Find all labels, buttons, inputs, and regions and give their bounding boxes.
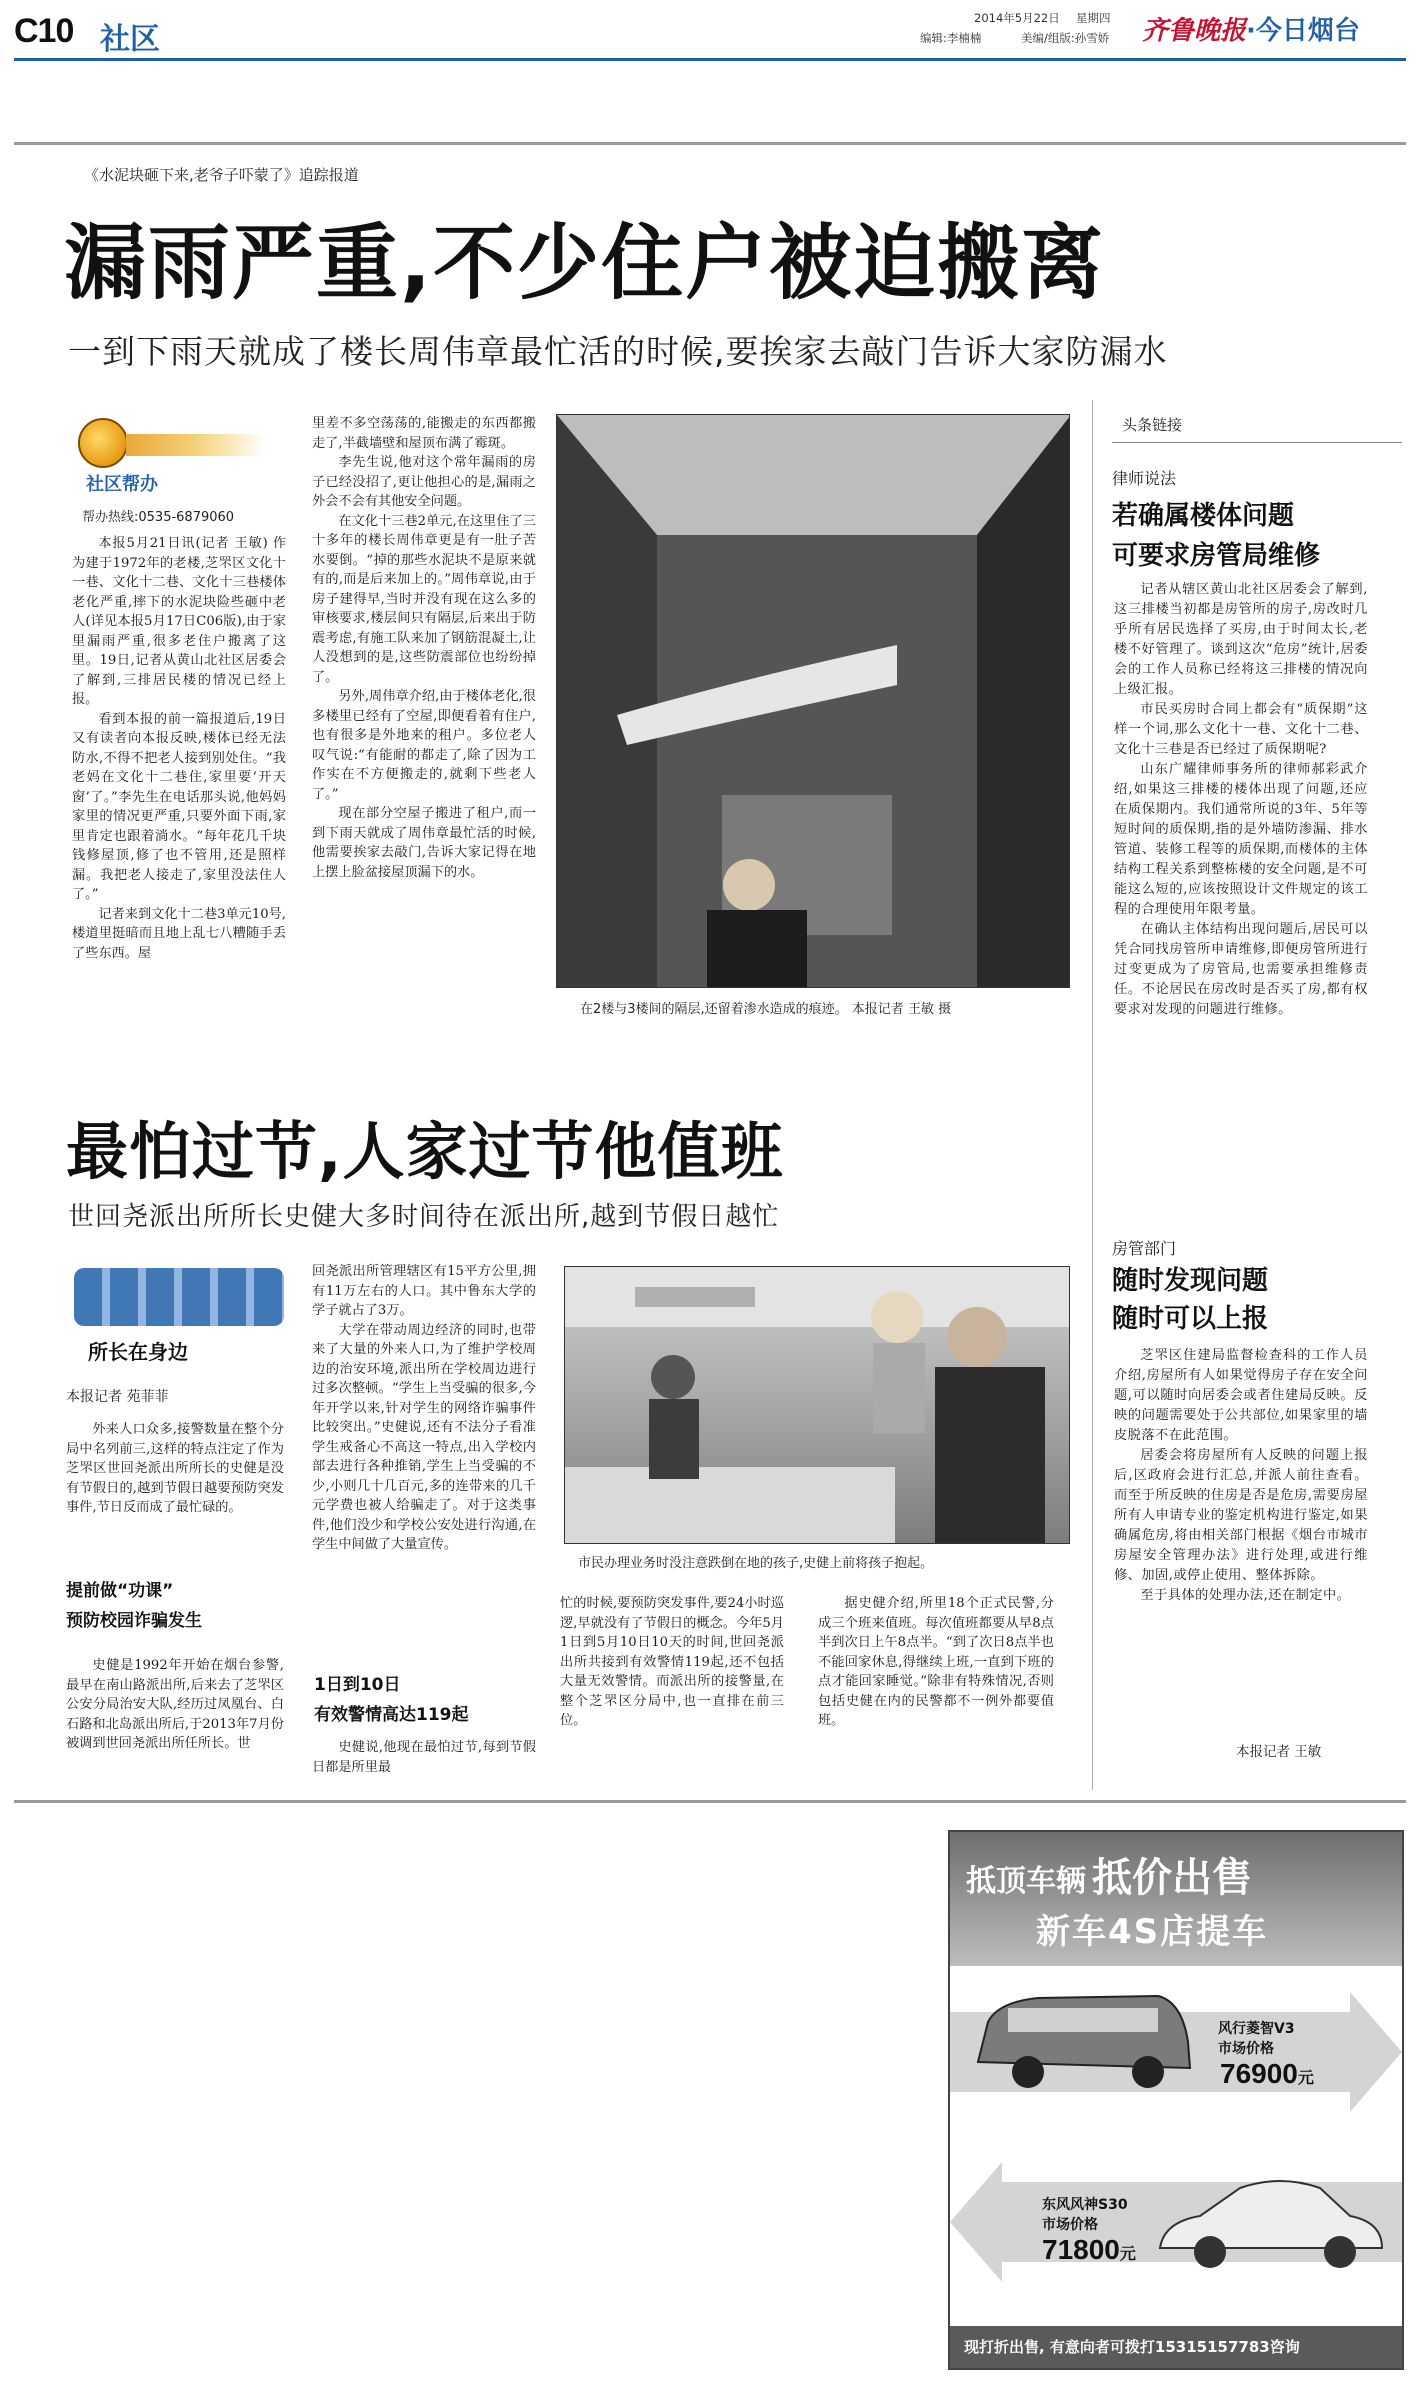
- ad-headline: [966, 1846, 1252, 1903]
- sidebar-label: 头条链接: [1122, 416, 1183, 434]
- sidebar2-tag: 房管部门: [1112, 1239, 1177, 1258]
- car-van-icon: [968, 1982, 1198, 2102]
- sidebar2-title-line1: 随时发现问题: [1112, 1266, 1269, 1296]
- paragraph: 居委会将房屋所有人反映的问题上报后,区政府会进行汇总,并派人前往查看。而至于所反映的住房是否是危房,需要房屋所有人申请专业的鉴定机构进行鉴定,如果确属危房,将由相关部门根据《烟台市城市房屋安全管理办法》进行处理,或进行维修、加固,或停止使用、整体拆除。: [1114, 1448, 1368, 1583]
- article1-headline: 漏雨严重,不少住户被迫搬离: [64, 216, 1106, 311]
- section-name: 社区: [100, 22, 160, 57]
- article1-kicker: 《水泥块砸下来,老爷子吓蒙了》追踪报道: [84, 166, 359, 184]
- article1-subheadline: 一到下雨天就成了楼长周伟章最忙活的时候,要挨家去敲门告诉大家防漏水: [68, 332, 1168, 371]
- article2-headline: 最怕过节,人家过节他值班: [66, 1115, 784, 1188]
- sidebar1-title-line2: 可要求房管局维修: [1112, 541, 1321, 571]
- sidebar1-title: [1112, 496, 1320, 576]
- car1-price: [1220, 2058, 1314, 2090]
- column-divider: [1092, 400, 1093, 1790]
- subhead-line: 提前做“功课”: [66, 1581, 174, 1601]
- sidebar2-title: [1112, 1262, 1268, 1338]
- article2-column-3: [560, 1594, 784, 1731]
- car2-name: 东风风神S30: [1042, 2197, 1128, 2213]
- car1-price-unit: 元: [1297, 2068, 1314, 2087]
- sidebar1-title-line1: 若确属楼体问题: [1112, 501, 1295, 531]
- paper-sub: ·今日烟台: [1246, 16, 1360, 46]
- car1-label: 市场价格: [1218, 2041, 1274, 2057]
- article1-photo-image: [557, 415, 1070, 988]
- car1-name: 风行菱智V3: [1218, 2021, 1295, 2037]
- ad-headline-b: 抵价出售: [1092, 1855, 1252, 1901]
- car2-price-unit: 元: [1119, 2244, 1136, 2263]
- car-advert: [948, 1830, 1404, 2370]
- paragraph: 本报5月21日讯(记者 王敏) 作为建于1972年的老楼,芝罘区文化十一巷、文化十二巷、文化十三巷楼体老化严重,摔下的水泥块险些砸中老人(详见本报5月17日C06版),由于家里漏雨严重,很多老住户搬离了这里。19日,记者从黄山北社区居委会了解到,三排居民楼的情况已经上报。: [72, 536, 286, 707]
- column-logo-text: 所长在身边: [88, 1340, 188, 1364]
- column-logo-text: 社区帮办: [86, 474, 158, 495]
- article2-subhead-1: [66, 1578, 202, 1634]
- header-editor: 编辑:李楠楠: [920, 31, 982, 45]
- article2-column-2: [312, 1262, 536, 1555]
- article2-column-1b: [66, 1656, 284, 1754]
- headset-icon: [78, 418, 128, 468]
- ad-footer: 现打折出售, 有意向者可拨打15315157783咨询: [964, 2338, 1300, 2356]
- car2-label: 市场价格: [1042, 2217, 1098, 2233]
- article2-byline: 本报记者 苑菲菲: [66, 1389, 169, 1405]
- paragraph: 山东广耀律师事务所的律师郝彩武介绍,如果这三排楼的楼体出现了问题,还应在质保期内。我们通常所说的3年、5年等短时间的质保期,指的是外墙防渗漏、排水管道、装修工程等的质保期,而楼体的主体结构工程关系到整栋楼的安全问题,是不可能这么短的,应该按照设计文件规定的该工程的合理使用年限考量。: [1114, 762, 1368, 917]
- paragraph: 在文化十三巷2单元,在这里住了三十多年的楼长周伟章更是有一肚子苦水要倒。“掉的那些水泥块不是原来就有的,而是后来加上的。”周伟章说,由于房子建得早,当时并没有现在这么多的审核要求,楼层间只有隔层,后来出于防震考虑,有施工队来加了钢筋混凝土,让人没想到的是,这些防震部位也纷纷掉了。: [312, 513, 536, 685]
- paragraph: 大学在带动周边经济的同时,也带来了大量的外来人口,为了维护学校周边的治安环境,派出所在学校周边进行过多次整顿。“学生上当受骗的很多,今年开学以来,针对学生的网络诈骗事件比较突出。”史健说,还有不法分子看准学生戒备心不高这一特点,出入学校内部去进行各种推销,学生上当受骗的不少,小则几十几百元,多的连带来的几千元学费也被人给骗走了。对于这类事件,他们没少和学校公安处进行沟通,在学生中间做了大量宣传。: [312, 1322, 536, 1552]
- header-designer: 美编/组版:孙雪娇: [1021, 31, 1110, 45]
- paragraph: 史健是1992年开始在烟台参警,最早在南山路派出所,后来去了芝罘区公安分局治安大队,经历过凤凰台、白石路和北岛派出所后,于2013年7月份被调到世回尧派出所任所长。世: [66, 1658, 284, 1751]
- sidebar1-body: [1114, 580, 1368, 1020]
- paragraph: 至于具体的处理办法,还在制定中。: [1140, 1588, 1351, 1603]
- header-rule: [14, 58, 1406, 61]
- header-weekday: 星期四: [1076, 11, 1111, 25]
- article2-photo-caption: 市民办理业务时没注意跌倒在地的孩子,史健上前将孩子抱起。: [578, 1556, 934, 1571]
- article1-column-1: [72, 534, 286, 963]
- subhead-line: 有效警情高达119起: [314, 1705, 469, 1725]
- page-code: C10: [14, 12, 74, 50]
- article2-photo: [564, 1266, 1070, 1544]
- article2-photo-image: [565, 1267, 1070, 1544]
- paper-masthead: [1142, 10, 1360, 47]
- paragraph: 芝罘区住建局监督检查科的工作人员介绍,房屋所有人如果觉得房子存在安全问题,可以随时向居委会或者住建局反映。反映的问题需要处于公共部位,如果家里的墙皮脱落不在此范围。: [1114, 1348, 1368, 1443]
- paragraph: 看到本报的前一篇报道后,19日又有读者向本报反映,楼体已经无法防水,不得不把老人接到别处住。“我老妈在文化十二巷住,家里要‘开天窗’了。”李先生在电话那头说,他妈妈家里的情况更严重,只要外面下雨,家里肯定也跟着淌水。“每年花几千块钱修屋顶,修了也不管用,还是照样漏。我把老人接走了,家里没法住人了。”: [72, 711, 286, 902]
- paper-name: 齐鲁晚报: [1142, 16, 1247, 46]
- paragraph: 外来人口众多,接警数量在整个分局中名列前三,这样的特点注定了作为芝罘区世回尧派出所所长的史健是没有节假日的,越到节假日越要预防突发事件,节日反而成了最忙碌的。: [66, 1422, 284, 1515]
- paragraph: 忙的时候,要预防突发事件,要24小时巡逻,早就没有了节假日的概念。今年5月1日到5月10日10天的时间,世回尧派出所共接到有效警情119起,还不包括大量无效警情。而派出所的接警量,在整个芝罘区分局中,也一直排在前三位。: [560, 1596, 784, 1728]
- article2-subhead-2: [314, 1672, 469, 1728]
- top-divider: [14, 142, 1406, 145]
- sidebar1-tag: 律师说法: [1112, 469, 1177, 488]
- header-date: 2014年5月22日: [974, 11, 1060, 25]
- column-logo-police: [74, 1262, 294, 1370]
- article2-column-4: [818, 1594, 1054, 1731]
- ad-headline-a: 抵顶车辆: [966, 1864, 1086, 1899]
- sidebar2-byline: 本报记者 王敏: [1236, 1744, 1322, 1760]
- police-officers-icon: [74, 1268, 284, 1326]
- paragraph: 里差不多空荡荡的,能搬走的东西都搬走了,半截墙壁和屋顶布满了霉斑。: [312, 416, 536, 451]
- paragraph: 在确认主体结构出现问题后,居民可以凭合同找房管所申请维修,即便房管所进行过变更成为了房管局,也需要承担维修责任。不论居民在房改时是否买了房,都有权要求对发现的问题进行维修。: [1114, 922, 1368, 1017]
- article2-column-2b: [312, 1738, 536, 1777]
- sidebar2-body: [1114, 1346, 1368, 1606]
- car2-price-value: 71800: [1042, 2234, 1120, 2265]
- car1-price-value: 76900: [1220, 2058, 1298, 2089]
- car-sedan-icon: [1150, 2162, 1390, 2282]
- article2-column-1: [66, 1420, 284, 1518]
- column-logo-community: [66, 414, 276, 494]
- sidebar2-title-line2: 随时可以上报: [1112, 1304, 1269, 1334]
- subhead-line: 预防校园诈骗发生: [66, 1611, 202, 1631]
- bottom-divider: [14, 1800, 1406, 1803]
- page-header: [14, 8, 1406, 58]
- paragraph: 另外,周伟章介绍,由于楼体老化,很多楼里已经有了空屋,即便看着有住户,也有很多是外地来的租户。多位老人叹气说:“有能耐的都走了,除了因为工作实在不方便搬走的,就剩下些老人了。”: [312, 689, 536, 802]
- car2-price: [1042, 2234, 1136, 2266]
- paragraph: 李先生说,他对这个常年漏雨的房子已经没招了,更让他担心的是,漏雨之外会不会有其他安全问题。: [312, 455, 536, 509]
- hotline: 帮办热线:0535-6879060: [82, 510, 235, 525]
- paragraph: 市民买房时合同上都会有“质保期”这样一个词,那么文化十一巷、文化十二巷、文化十三巷是否已经过了质保期呢?: [1114, 702, 1368, 757]
- paragraph: 现在部分空屋子搬进了租户,而一到下雨天就成了周伟章最忙活的时候,他需要挨家去敲门,告诉大家记得在地上摆上脸盆接屋顶漏下的水。: [312, 806, 536, 880]
- article1-photo-caption: 在2楼与3楼间的隔层,还留着渗水造成的痕迹。 本报记者 王敏 摄: [580, 1002, 952, 1017]
- paragraph: 回尧派出所管理辖区有15平方公里,拥有11万左右的人口。其中鲁东大学的学子就占了3万。: [312, 1264, 536, 1318]
- paragraph: 史健说,他现在最怕过节,每到节假日都是所里最: [312, 1740, 536, 1775]
- article2-subheadline: 世回尧派出所所长史健大多时间待在派出所,越到节假日越忙: [68, 1202, 780, 1232]
- ad-subline: 新车4S店提车: [1036, 1912, 1269, 1952]
- subhead-line: 1日到10日: [314, 1675, 401, 1695]
- article1-photo: [556, 414, 1070, 988]
- paragraph: 记者从辖区黄山北社区居委会了解到,这三排楼当初都是房管所的房子,房改时几乎所有居民选择了买房,由于时间太长,老楼不好管理了。谈到这次“危房”统计,居委会的工作人员称已经将这三排楼的情况向上级汇报。: [1114, 582, 1368, 697]
- paragraph: 记者来到文化十二巷3单元10号,楼道里挺暗而且地上乱七八糟随手丢了些东西。屋: [72, 906, 287, 961]
- article1-column-2: [312, 414, 536, 882]
- paragraph: 据史健介绍,所里18个正式民警,分成三个班来值班。每次值班都要从早8点半到次日上午8点半。“到了次日8点半也不能回家休息,得继续上班,一直到下班的点才能回家睡觉。”除非有特殊情况,否则包括史健在内的民警都不一例外都要值班。: [818, 1596, 1054, 1728]
